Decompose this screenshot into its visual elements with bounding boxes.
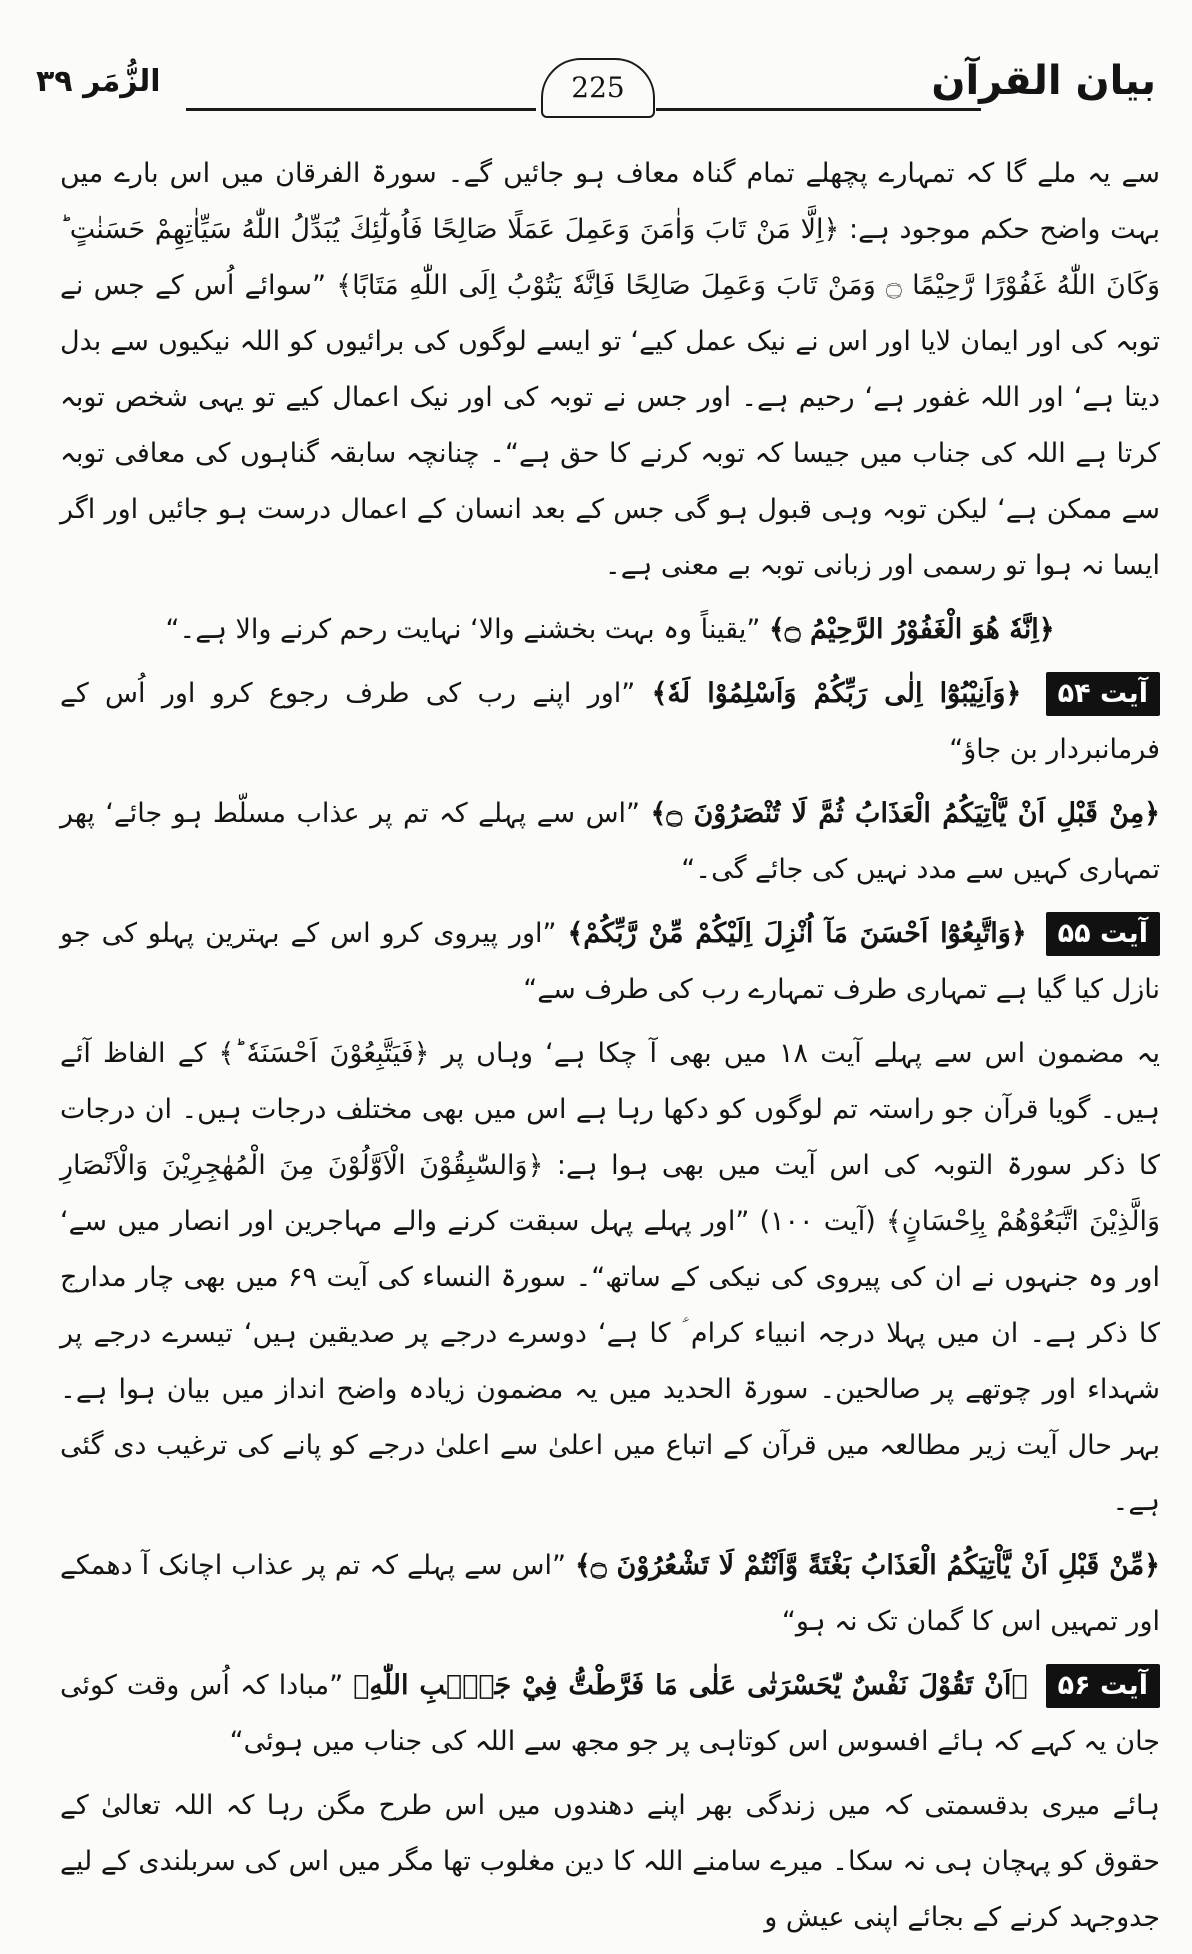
paragraph-1: سے یہ ملے گا کہ تمہارے پچھلے تمام گناہ معاف ہو جائیں گے۔ سورۃ الفرقان میں اس بارے میں بہت واضح حکم موجود ہے: ﴿اِلَّا مَنْ تَابَ وَاٰمَنَ وَعَمِلَ عَمَلًا صَالِحًا فَاُولٰٓئِكَ يُبَدِّلُ اللّٰهُ سَيِّاٰتِهِمْ حَسَنٰتٍ ؕ وَكَانَ اللّٰهُ غَفُوْرًا رَّحِيْمًا ۝ وَمَنْ تَابَ وَعَمِلَ صَالِحًا فَاِنَّهٗ يَتُوْبُ اِلَى اللّٰهِ مَتَابًا﴾ ”سوائے اُس کے جس نے توبہ کی اور ایمان لایا اور اس نے نیک عمل کیے‘ تو ایسے لوگوں کی برائیوں کو اللہ نیکیوں سے بدل دیتا ہے‘ اور اللہ غفور ہے‘ رحیم ہے۔ اور جس نے توبہ کی اور نیک اعمال کیے تو یہی شخص توبہ کرتا ہے اللہ کی جناب میں جیسا کہ توبہ کرنے کا حق ہے“۔ چنانچہ سابقہ گناہوں کی معافی توبہ سے ممکن ہے‘ لیکن توبہ وہی قبول ہو گی جس کے بعد انسان کے اعمال درست ہو جائیں اور اگر ایسا نہ ہوا تو رسمی اور زبانی توبہ بے معنی ہے۔ bbox=[60, 158, 1160, 581]
header-rule-right bbox=[656, 108, 981, 111]
ayah-54-arabic: ﴿وَاَنِيْبُوْٓا اِلٰى رَبِّكُمْ وَاَسْلِمُوْا لَهٗ﴾ bbox=[651, 678, 1022, 709]
page-body bbox=[60, 146, 1160, 1954]
ayah-55-tag: آیت ۵۵ bbox=[1046, 912, 1160, 956]
book-title: بیان القرآن bbox=[931, 58, 1156, 104]
verse-53-arabic: ﴿اِنَّهٗ هُوَ الْغَفُوْرُ الرَّحِيْمُ ۝﴾ bbox=[768, 614, 1055, 645]
verse-53-translation: ”یقیناً وہ بہت بخشنے والا‘ نہایت رحم کرنے والا ہے۔“ bbox=[165, 614, 761, 645]
header-rule-left bbox=[186, 108, 536, 111]
ayah-55-translation: ”اور پیروی کرو اس کے بہترین پہلو کی جو نازل کیا گیا ہے تمہاری طرف تمہارے رب کی طرف سے“ bbox=[60, 918, 1160, 1005]
ayah-55-arabic: ﴿وَاتَّبِعُوْٓا اَحْسَنَ مَآ اُنْزِلَ اِلَيْكُمْ مِّنْ رَّبِّكُمْ﴾ bbox=[567, 918, 1027, 949]
ayah-54-block bbox=[60, 666, 1160, 778]
ayah-54-arabic-2: ﴿مِنْ قَبْلِ اَنْ يَّاْتِيَكُمُ الْعَذَابُ ثُمَّ لَا تُنْصَرُوْنَ ۝﴾ bbox=[650, 798, 1161, 829]
ayah-56-arabic: ﴿اَنْ تَقُوْلَ نَفْسٌ يّٰحَسْرَتٰى عَلٰى مَا فَرَّطْتُّ فِيْ جَنْۢبِ اللّٰهِ﴾ bbox=[353, 1670, 1028, 1701]
ayah-55-block bbox=[60, 906, 1160, 1018]
ayah-54-translation-2: ”اس سے پہلے کہ تم پر عذاب مسلّط ہو جائے‘ پھر تمہاری کہیں سے مدد نہیں کی جائے گی۔“ bbox=[60, 798, 1160, 885]
verse-55b-translation: ”اس سے پہلے کہ تم پر عذاب اچانک آ دھمکے اور تمہیں اس کا گمان تک نہ ہو“ bbox=[60, 1550, 1160, 1637]
page-header bbox=[36, 58, 1156, 128]
ayah-54-tag: آیت ۵۴ bbox=[1046, 672, 1160, 716]
verse-55b-arabic: ﴿مِّنْ قَبْلِ اَنْ يَّاْتِيَكُمُ الْعَذَابُ بَغْتَةً وَّاَنْتُمْ لَا تَشْعُرُوْنَ ۝﴾ bbox=[575, 1550, 1160, 1581]
paragraph-3: ہائے میری بدقسمتی کہ میں زندگی بھر اپنے دھندوں میں اس طرح مگن رہا کہ اللہ تعالیٰ کے حقوق کو پہچان ہی نہ سکا۔ میرے سامنے اللہ کا دین مغلوب تھا مگر میں اس کی سربلندی کے لیے جدوجہد کرنے کے بجائے اپنی عیش و bbox=[60, 1790, 1160, 1933]
ayah-54-continuation bbox=[60, 786, 1160, 898]
ayah-54-translation: ”اور اپنے رب کی طرف رجوع کرو اور اُس کے فرمانبردار بن جاؤ“ bbox=[60, 678, 1160, 765]
paragraph-2: یہ مضمون اس سے پہلے آیت ۱۸ میں بھی آ چکا ہے‘ وہاں پر ﴿فَيَتَّبِعُوْنَ اَحْسَنَهٗ ؕ﴾ کے الفاظ آئے ہیں۔ گویا قرآن جو راستہ تم لوگوں کو دکھا رہا ہے اس میں بھی مختلف درجات ہیں۔ ان درجات کا ذکر سورۃ التوبہ کی اس آیت میں بھی ہوا ہے: ﴿وَالسّٰبِقُوْنَ الْاَوَّلُوْنَ مِنَ الْمُهٰجِرِيْنَ وَالْاَنْصَارِ وَالَّذِيْنَ اتَّبَعُوْهُمْ بِاِحْسَانٍ﴾ (آیت ۱۰۰) ”اور پہلے پہل سبقت کرنے والے مہاجرین اور انصار میں سے‘ اور وہ جنہوں نے ان کی پیروی کی نیکی کے ساتھ“۔ سورۃ النساء کی آیت ۶۹ میں بھی چار مدارج کا ذکر ہے۔ ان میں پہلا درجہ انبیاء کرام ؑ کا ہے‘ دوسرے درجے پر صدیقین ہیں‘ تیسرے درجے پر شہداء اور چوتھے پر صالحین۔ سورۃ الحدید میں یہ مضمون زیادہ واضح انداز میں بیان ہوا ہے۔ بہر حال آیت زیر مطالعہ میں قرآن کے اتباع میں اعلیٰ سے اعلیٰ درجے کو پانے کی ترغیب دی گئی ہے۔ bbox=[60, 1038, 1160, 1517]
ayah-56-tag: آیت ۵۶ bbox=[1046, 1664, 1160, 1708]
page-number: 225 bbox=[541, 58, 655, 118]
ayah-56-block bbox=[60, 1658, 1160, 1770]
surah-name: الزُّمَر ۳۹ bbox=[36, 64, 161, 99]
ayah-56-translation: ”مبادا کہ اُس وقت کوئی جان یہ کہے کہ ہائے افسوس اس کوتاہی پر جو مجھ سے اللہ کی جناب میں ہوئی“ bbox=[60, 1670, 1160, 1757]
verse-55b bbox=[60, 1538, 1160, 1650]
verse-53 bbox=[60, 602, 1160, 658]
